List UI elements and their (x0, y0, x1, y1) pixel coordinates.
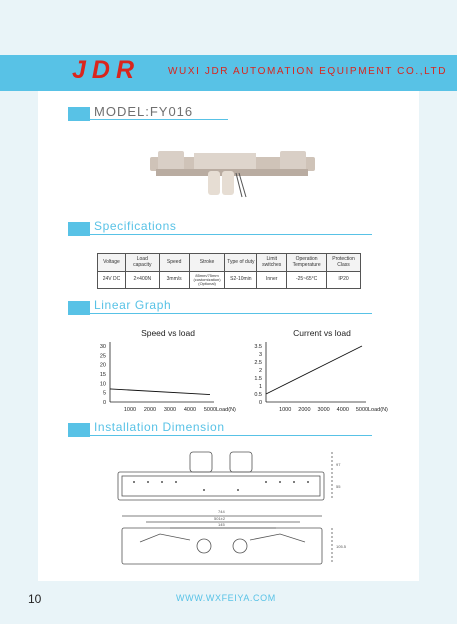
dim-inner: 145 (218, 522, 225, 527)
spec-value-cell: IP20 (327, 272, 361, 289)
model-title: MODEL:FY016 (94, 104, 194, 119)
x-tick-label: 1000 (123, 407, 137, 413)
spec-value-cell: 85mm/75mm (customization) (Optional) (189, 272, 225, 289)
x-tick-label: 5000 (355, 407, 369, 413)
website-url: WWW.WXFEIYA.COM (176, 593, 276, 603)
spec-header-cell: Protection Class (327, 254, 361, 272)
dim-top-right: 97 (336, 462, 341, 467)
product-image (150, 143, 315, 201)
dim-overall: 744 (218, 509, 225, 514)
y-tick-label: 3 (258, 352, 262, 358)
install-title: Installation Dimension (94, 420, 225, 434)
x-tick-label: 4000 (183, 407, 197, 413)
y-tick-label: 2 (258, 368, 262, 374)
spec-header-cell: Type of duty (225, 254, 257, 272)
y-tick-label: 5 (102, 390, 106, 397)
y-tick-label: 3.5 (254, 344, 262, 350)
spec-header-cell: Limit switches (257, 254, 287, 272)
y-tick-label: 0 (102, 400, 106, 406)
spec-value-cell: -25~65°C (287, 272, 327, 289)
x-tick-label: 1000 (279, 407, 292, 413)
model-underline (68, 119, 228, 120)
specs-title: Specifications (94, 219, 177, 233)
y-tick-label: 25 (99, 353, 106, 360)
spec-header-cell: Load capacity (125, 254, 159, 272)
spec-value-cell: 3mm/s (159, 272, 189, 289)
x-axis-label: Load(N) (216, 407, 236, 413)
spec-value-cell: S2-10min (225, 272, 257, 289)
current-load-chart (238, 326, 388, 416)
spec-header-row (98, 254, 361, 272)
y-tick-label: 0.5 (254, 392, 262, 398)
specs-underline (68, 234, 372, 235)
x-tick-label: 2000 (298, 407, 311, 413)
spec-header-cell: Voltage (98, 254, 126, 272)
y-tick-label: 30 (99, 344, 106, 350)
company-name: WUXI JDR AUTOMATION EQUIPMENT CO.,LTD (168, 66, 448, 77)
spec-header-cell: Operation Temperature (287, 254, 327, 272)
y-tick-label: 1 (258, 384, 262, 390)
page-number: 10 (28, 592, 42, 606)
x-tick-label: 4000 (336, 407, 349, 413)
spec-value-cell: 24V DC (98, 272, 126, 289)
y-tick-label: 2.5 (254, 360, 262, 366)
spec-value-cell: 2×400N (125, 272, 159, 289)
graph-title: Linear Graph (94, 298, 172, 312)
dim-height-right: 105.5 (336, 544, 347, 549)
company-logo: JDR (72, 56, 141, 84)
x-tick-label: 2000 (143, 407, 157, 413)
installation-drawing (100, 446, 350, 576)
chart-title: Speed vs load (141, 328, 195, 338)
spec-header-cell: Stroke (189, 254, 225, 272)
x-tick-label: 3000 (317, 407, 330, 413)
install-underline (68, 435, 372, 436)
series-line (266, 346, 362, 394)
x-axis-label: Load(N) (368, 407, 388, 413)
y-tick-label: 15 (99, 372, 106, 378)
graph-underline (68, 313, 372, 314)
y-tick-label: 0 (258, 400, 262, 406)
x-tick-label: 5000 (203, 407, 217, 413)
series-line (110, 389, 210, 395)
spec-value-row (98, 272, 361, 289)
spec-value-cell: Inner (257, 272, 287, 289)
spec-table (97, 253, 361, 289)
y-tick-label: 10 (99, 381, 106, 388)
dim-mid: 501±2 (214, 516, 226, 521)
x-tick-label: 3000 (163, 407, 177, 413)
speed-load-chart (80, 326, 240, 416)
y-tick-label: 1.5 (254, 376, 262, 382)
dim-side-right: 55 (336, 484, 341, 489)
chart-title: Current vs load (293, 328, 351, 338)
y-tick-label: 20 (99, 362, 106, 369)
spec-header-cell: Speed (159, 254, 189, 272)
